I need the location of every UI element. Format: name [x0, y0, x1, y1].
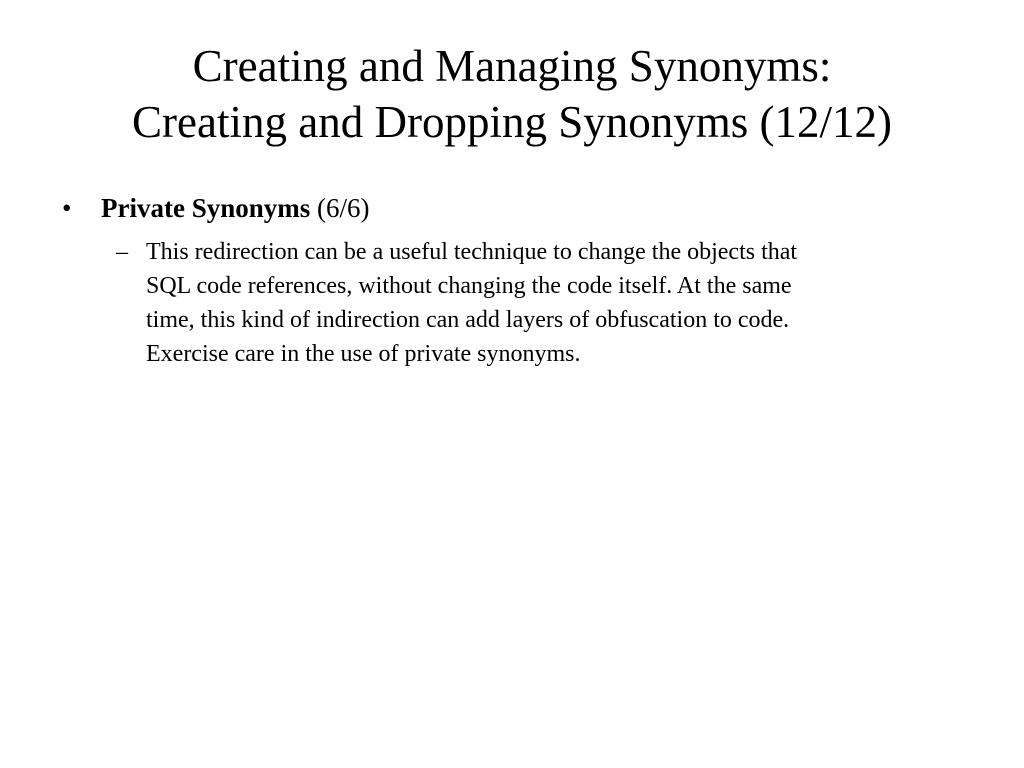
sub-bullet-text — [146, 235, 936, 371]
bullet-heading: Private Synonyms — [101, 193, 311, 223]
bullet-text — [101, 190, 369, 226]
slide-title-line-2: Creating and Dropping Synonyms (12/12) — [132, 97, 892, 147]
sub-bullet-line-3: time, this kind of indirection can add layers of obfuscation to code. — [146, 307, 790, 333]
sub-bullet-line-4: Exercise care in the use of private synonyms. — [146, 341, 581, 367]
sub-bullet-marker: – — [116, 239, 128, 265]
sub-bullet-line-1: This redirection can be a useful technique to change the objects that — [146, 239, 798, 265]
slide-title-line-1: Creating and Managing Synonyms: — [192, 41, 832, 91]
sub-bullet-line-2: SQL code references, without changing the code itself. At the same — [146, 273, 792, 299]
bullet-suffix: (6/6) — [310, 193, 370, 223]
slide-title — [0, 38, 1024, 150]
bullet-marker: • — [62, 193, 72, 223]
